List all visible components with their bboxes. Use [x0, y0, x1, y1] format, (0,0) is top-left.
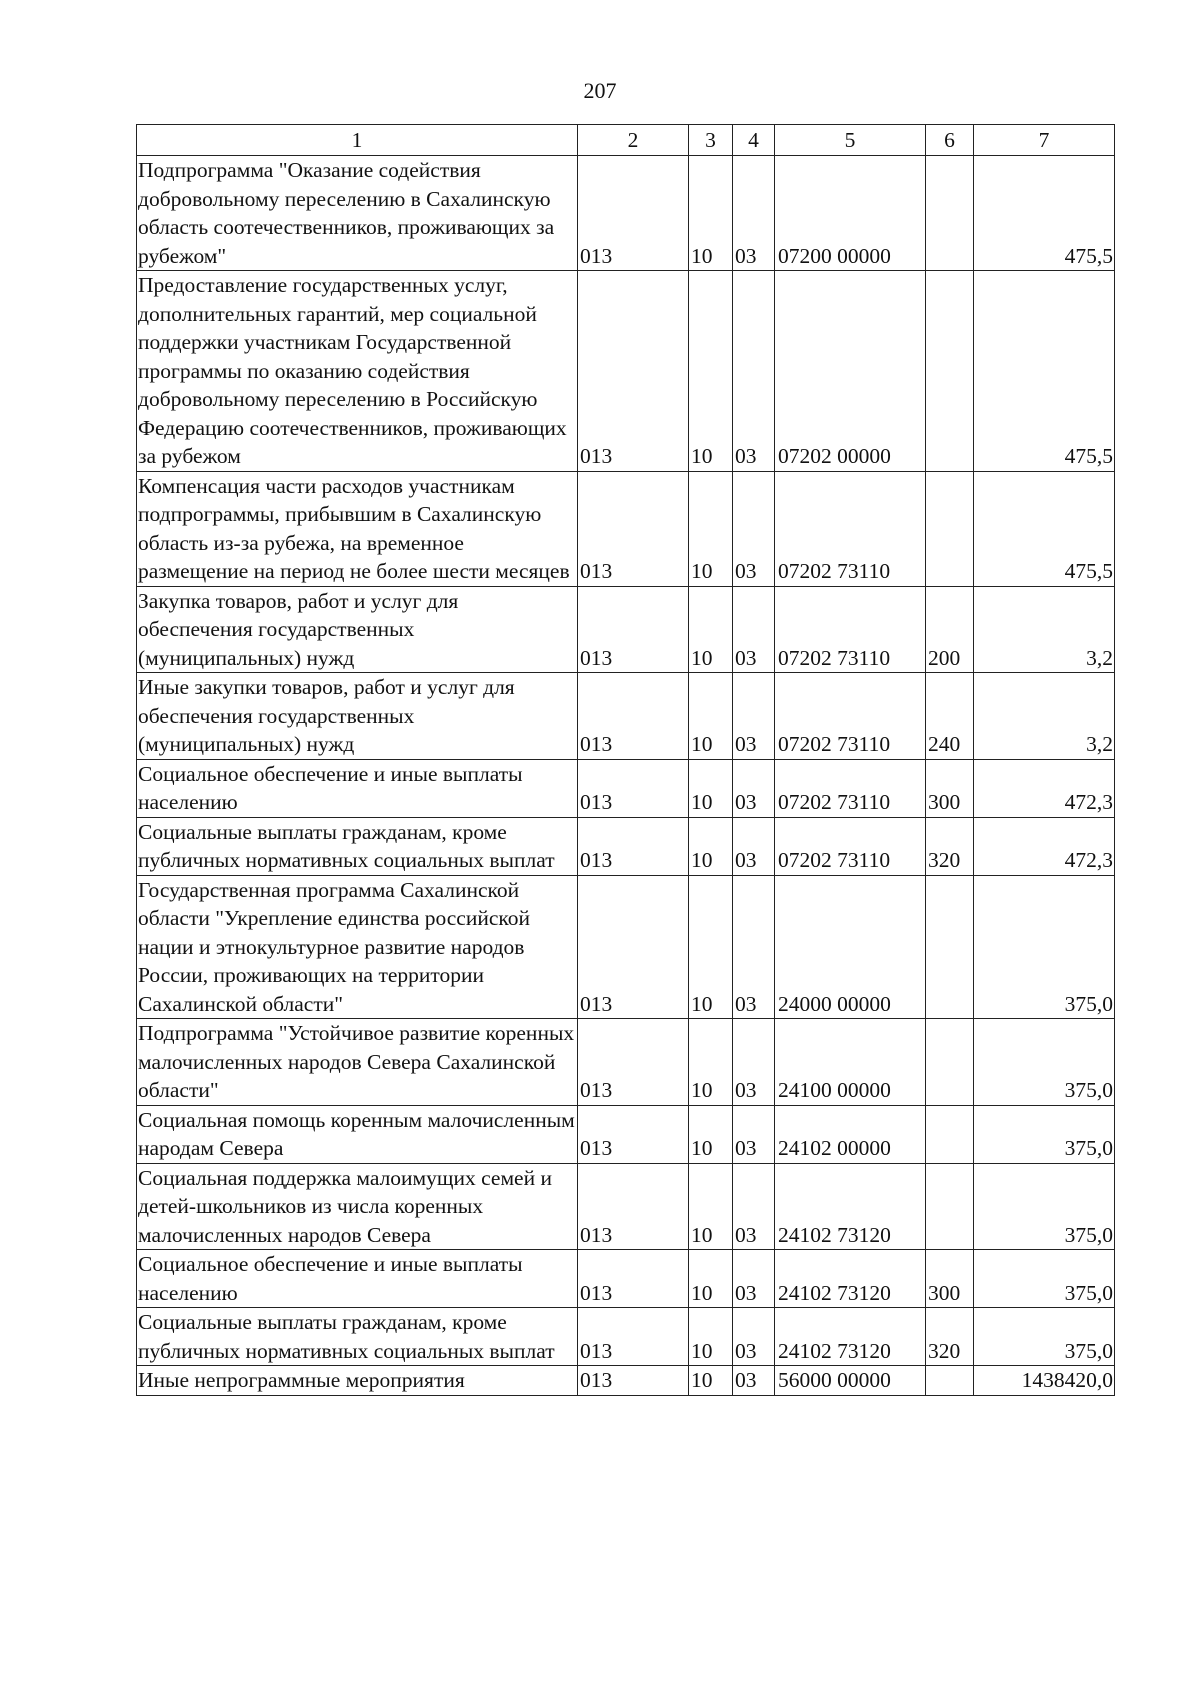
amount-cell: 375,0 [974, 1105, 1115, 1163]
amount-cell: 475,5 [974, 471, 1115, 586]
target-article-cell: 07202 73110 [775, 817, 926, 875]
ministry-code-cell: 013 [578, 1019, 689, 1106]
amount-cell: 375,0 [974, 1163, 1115, 1250]
column-header: 5 [775, 125, 926, 156]
target-article-cell: 07202 73110 [775, 586, 926, 673]
expense-type-cell [926, 1019, 974, 1106]
section-code-cell: 10 [689, 586, 733, 673]
amount-cell: 1438420,0 [974, 1366, 1115, 1396]
row-name-cell: Подпрограмма "Оказание содействия добровольному переселению в Сахалинскую область соотечественников, проживающих за рубежом" [137, 156, 578, 271]
target-article-cell: 56000 00000 [775, 1366, 926, 1396]
expense-type-cell: 200 [926, 586, 974, 673]
section-code-cell: 10 [689, 817, 733, 875]
column-header: 1 [137, 125, 578, 156]
row-name-cell: Социальные выплаты гражданам, кроме публичных нормативных социальных выплат [137, 1308, 578, 1366]
ministry-code-cell: 013 [578, 471, 689, 586]
target-article-cell: 07202 73110 [775, 673, 926, 760]
section-code-cell: 10 [689, 1366, 733, 1396]
subsection-code-cell: 03 [733, 271, 775, 472]
ministry-code-cell: 013 [578, 586, 689, 673]
column-header: 2 [578, 125, 689, 156]
table-row [137, 817, 1115, 875]
expense-type-cell: 320 [926, 1308, 974, 1366]
column-header: 6 [926, 125, 974, 156]
amount-cell: 375,0 [974, 1019, 1115, 1106]
row-name-cell: Подпрограмма "Устойчивое развитие коренных малочисленных народов Севера Сахалинской области" [137, 1019, 578, 1106]
subsection-code-cell: 03 [733, 759, 775, 817]
subsection-code-cell: 03 [733, 1308, 775, 1366]
target-article-cell: 24102 73120 [775, 1308, 926, 1366]
target-article-cell: 24102 73120 [775, 1250, 926, 1308]
section-code-cell: 10 [689, 1250, 733, 1308]
ministry-code-cell: 013 [578, 759, 689, 817]
target-article-cell: 07200 00000 [775, 156, 926, 271]
table-row [137, 271, 1115, 472]
table-row [137, 759, 1115, 817]
table-body [137, 156, 1115, 1396]
subsection-code-cell: 03 [733, 817, 775, 875]
ministry-code-cell: 013 [578, 271, 689, 472]
row-name-cell: Иные закупки товаров, работ и услуг для обеспечения государственных (муниципальных) нужд [137, 673, 578, 760]
target-article-cell: 07202 73110 [775, 471, 926, 586]
row-name-cell: Социальное обеспечение и иные выплаты населению [137, 1250, 578, 1308]
ministry-code-cell: 013 [578, 1163, 689, 1250]
table-row [137, 156, 1115, 271]
expense-type-cell [926, 875, 974, 1019]
row-name-cell: Социальные выплаты гражданам, кроме публичных нормативных социальных выплат [137, 817, 578, 875]
amount-cell: 375,0 [974, 1308, 1115, 1366]
expense-type-cell [926, 271, 974, 472]
ministry-code-cell: 013 [578, 673, 689, 760]
amount-cell: 472,3 [974, 817, 1115, 875]
expense-type-cell [926, 1163, 974, 1250]
column-header: 3 [689, 125, 733, 156]
expense-type-cell [926, 1366, 974, 1396]
amount-cell: 475,5 [974, 271, 1115, 472]
row-name-cell: Закупка товаров, работ и услуг для обеспечения государственных (муниципальных) нужд [137, 586, 578, 673]
amount-cell: 3,2 [974, 586, 1115, 673]
table-row [137, 673, 1115, 760]
header-row [137, 125, 1115, 156]
table-row [137, 1308, 1115, 1366]
table-row [137, 1019, 1115, 1106]
row-name-cell: Компенсация части расходов участникам подпрограммы, прибывшим в Сахалинскую область из-за рубежа, на временное размещение на период не более шести месяцев [137, 471, 578, 586]
expense-type-cell: 240 [926, 673, 974, 760]
target-article-cell: 24102 73120 [775, 1163, 926, 1250]
table-row [137, 586, 1115, 673]
section-code-cell: 10 [689, 1105, 733, 1163]
section-code-cell: 10 [689, 271, 733, 472]
row-name-cell: Государственная программа Сахалинской области "Укрепление единства российской нации и этнокультурное развитие народов России, проживающих на территории Сахалинской области" [137, 875, 578, 1019]
subsection-code-cell: 03 [733, 1163, 775, 1250]
section-code-cell: 10 [689, 875, 733, 1019]
section-code-cell: 10 [689, 1163, 733, 1250]
row-name-cell: Социальная поддержка малоимущих семей и детей-школьников из числа коренных малочисленных народов Севера [137, 1163, 578, 1250]
page-number: 207 [583, 78, 617, 103]
amount-cell: 375,0 [974, 1250, 1115, 1308]
section-code-cell: 10 [689, 759, 733, 817]
subsection-code-cell: 03 [733, 1105, 775, 1163]
ministry-code-cell: 013 [578, 1105, 689, 1163]
subsection-code-cell: 03 [733, 471, 775, 586]
target-article-cell: 07202 73110 [775, 759, 926, 817]
target-article-cell: 24102 00000 [775, 1105, 926, 1163]
row-name-cell: Социальное обеспечение и иные выплаты населению [137, 759, 578, 817]
expense-type-cell [926, 156, 974, 271]
expense-type-cell [926, 1105, 974, 1163]
subsection-code-cell: 03 [733, 1019, 775, 1106]
ministry-code-cell: 013 [578, 875, 689, 1019]
table-row [137, 1105, 1115, 1163]
expense-type-cell [926, 471, 974, 586]
section-code-cell: 10 [689, 1019, 733, 1106]
subsection-code-cell: 03 [733, 1366, 775, 1396]
section-code-cell: 10 [689, 673, 733, 760]
expense-type-cell: 320 [926, 817, 974, 875]
section-code-cell: 10 [689, 156, 733, 271]
section-code-cell: 10 [689, 471, 733, 586]
amount-cell: 375,0 [974, 875, 1115, 1019]
row-name-cell: Предоставление государственных услуг, дополнительных гарантий, мер социальной поддержки участникам Государственной программы по оказанию содействия добровольному переселению в Российскую Федерацию соотечественников, проживающих за рубежом [137, 271, 578, 472]
expense-type-cell: 300 [926, 1250, 974, 1308]
subsection-code-cell: 03 [733, 156, 775, 271]
ministry-code-cell: 013 [578, 1366, 689, 1396]
row-name-cell: Социальная помощь коренным малочисленным народам Севера [137, 1105, 578, 1163]
amount-cell: 475,5 [974, 156, 1115, 271]
target-article-cell: 07202 00000 [775, 271, 926, 472]
section-code-cell: 10 [689, 1308, 733, 1366]
budget-table [136, 124, 1115, 1396]
table-row [137, 875, 1115, 1019]
ministry-code-cell: 013 [578, 1308, 689, 1366]
column-header: 7 [974, 125, 1115, 156]
ministry-code-cell: 013 [578, 156, 689, 271]
target-article-cell: 24000 00000 [775, 875, 926, 1019]
subsection-code-cell: 03 [733, 586, 775, 673]
subsection-code-cell: 03 [733, 875, 775, 1019]
subsection-code-cell: 03 [733, 673, 775, 760]
target-article-cell: 24100 00000 [775, 1019, 926, 1106]
table-row [137, 1250, 1115, 1308]
expense-type-cell: 300 [926, 759, 974, 817]
subsection-code-cell: 03 [733, 1250, 775, 1308]
table-row [137, 1366, 1115, 1396]
ministry-code-cell: 013 [578, 1250, 689, 1308]
table-row [137, 1163, 1115, 1250]
ministry-code-cell: 013 [578, 817, 689, 875]
column-header: 4 [733, 125, 775, 156]
row-name-cell: Иные непрограммные мероприятия [137, 1366, 578, 1396]
amount-cell: 472,3 [974, 759, 1115, 817]
amount-cell: 3,2 [974, 673, 1115, 760]
table-row [137, 471, 1115, 586]
